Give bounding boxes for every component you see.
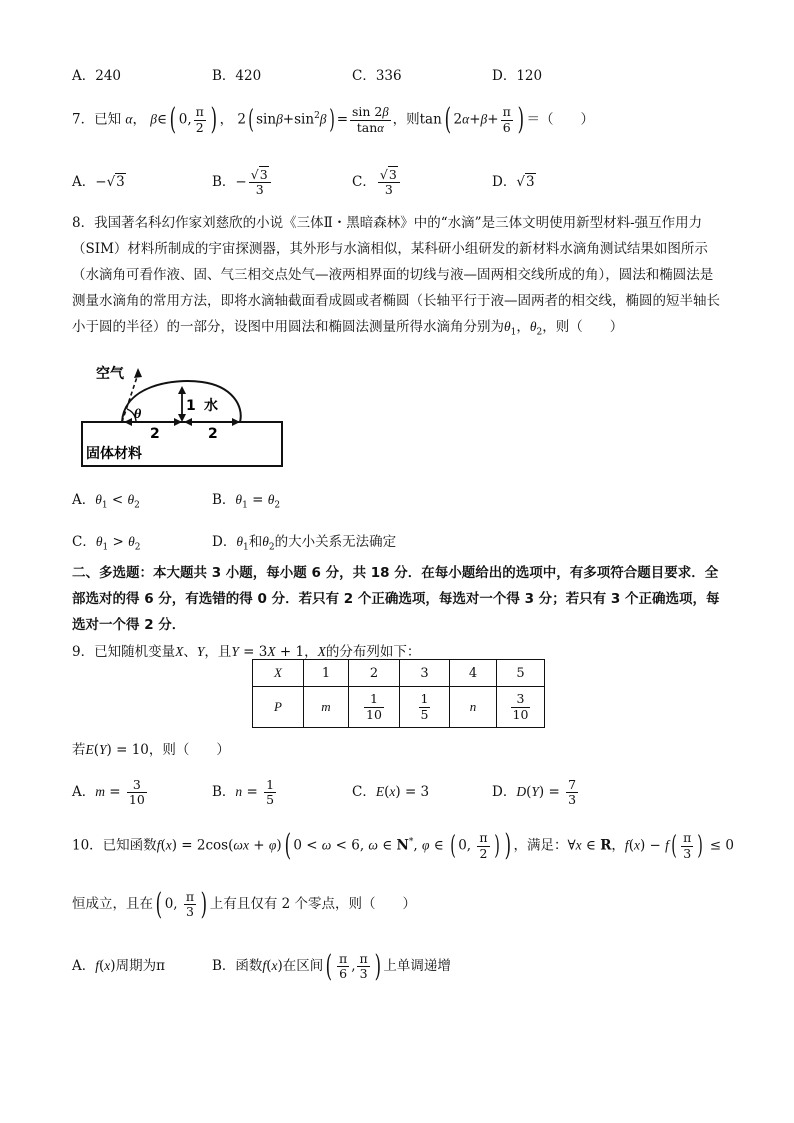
- q9-stem: 9．已知随机变量X、Y，且Y = 3X + 1，X的分布列如下：: [72, 644, 421, 660]
- table-cell: 1: [304, 660, 349, 687]
- table-cell: 3: [400, 660, 450, 687]
- table-cell: n: [450, 687, 497, 728]
- q9-option-a: A．m = $\frac{3}{10}$: [72, 776, 145, 807]
- theta-label: θ: [134, 407, 142, 422]
- table-row: [253, 660, 545, 687]
- q10-option-b: B．函数f(x)在区间( $\frac{\pi}{6}$ , $\frac{\pi}{3}$ ) 上单调递增: [212, 948, 451, 984]
- q7-option-d: D．√3: [492, 174, 535, 190]
- table-cell: $\frac{3}{10}$: [497, 687, 545, 728]
- q6-option-b: B．420: [212, 68, 262, 84]
- table-cell: P: [253, 687, 304, 728]
- q8-option-a: A．$\theta_1 < \theta_2$: [72, 492, 140, 511]
- q9-option-b: B．n = $\frac{1}{5}$: [212, 776, 275, 807]
- tangent-arrowhead: [134, 368, 142, 378]
- q9-option-c: C．E(x) = 3: [352, 784, 430, 800]
- q7-option-b: B．− $\frac{√3}{3}$: [212, 160, 273, 204]
- q9-option-d: D．D(Y) = $\frac{7}{3}$: [492, 776, 577, 807]
- q8-stem: 8．我国著名科幻作家刘慈欣的小说《三体Ⅱ・黑暗森林》中的“水滴”是三体文明使用新型材料-强互作用力（SIM）材料所制成的宇宙探测器，其外形与水滴相似，某科研小组研发的新材料水滴角测试结果如图所示（水滴角可看作液、固、气三相交点处气—液两相界面的切线与液—固两相交线所成的角），圆法和椭圆法是测量水滴角的常用方法，即将水滴轴截面看成圆或者椭圆（长轴平行于液—固两者的相交线，椭圆的短半轴长小于圆的半径）的一部分，设图中用圆法和椭圆法测量所得水滴角分别为$\theta_1$，$\theta_2$，则（ ）: [72, 215, 720, 338]
- q7-stem: 7．已知 α， β∈( 0, $\frac{\pi}{2}$ ) ， 2( $\sin\beta+\sin^2\beta$) = $\frac{\sin 2\beta}{\tan\alpha}$ ，则tan( 2α+β+ $\frac{\pi}{6}$ ) ＝（ ）: [72, 102, 594, 137]
- table-cell: 2: [349, 660, 400, 687]
- q10-stem: 10．已知函数f(x) = 2cos(ωx + φ)( 0 < ω < 6, ω ∈ N*, φ ∈ ( 0, $\frac{\pi}{2}$ ) ) ，满足：∀x ∈ R，f(x) − f( $\frac{\pi}{3}$ ) ≤ 0: [72, 828, 734, 863]
- left-length-label: 2: [150, 426, 160, 442]
- q10-line-2: 恒成立，且在( 0, $\frac{\pi}{3}$ ) 上有且仅有 2 个零点，则（ ）: [72, 886, 416, 922]
- q8-option-c: C．$\theta_1 > \theta_2$: [72, 534, 141, 553]
- table-cell: X: [253, 660, 304, 687]
- table-row: [253, 687, 545, 728]
- section-2-heading: 二、多选题：本大题共 3 小题，每小题 6 分，共 18 分．在每小题给出的选项中，有多项符合题目要求．全部选对的得 6 分，有选错的得 0 分．若只有 2 个正确选项，每选对一个得 3 分；若只有 3 个正确选项，每选对一个得 2 分．: [72, 565, 720, 633]
- q9-condition: 若E(Y) = 10，则（ ）: [72, 742, 230, 758]
- height-label: 1: [186, 398, 196, 414]
- table-cell: 4: [450, 660, 497, 687]
- table-cell: 5: [497, 660, 545, 687]
- q6-option-d: D．120: [492, 68, 543, 84]
- q6-option-c: C．336: [352, 68, 402, 84]
- table-cell: m: [304, 687, 349, 728]
- q7-option-a: A．−√3: [72, 174, 125, 190]
- water-label: 水: [204, 398, 218, 414]
- right-length-label: 2: [208, 426, 218, 442]
- q6-option-a: A．240: [72, 68, 122, 84]
- q10-option-a: A．f(x)周期为π: [72, 958, 165, 974]
- q7-option-c: C． $\frac{√3}{3}$: [352, 160, 402, 204]
- q8-option-b: B．$\theta_1 = \theta_2$: [212, 492, 281, 511]
- distribution-table: [252, 659, 545, 728]
- water-drop-figure: [72, 356, 292, 468]
- table-cell: $\frac{1}{5}$: [400, 687, 450, 728]
- q8-option-d: D．$\theta_1$和$\theta_2$的大小关系无法确定: [212, 534, 397, 553]
- solid-material-label: 固体材料: [86, 446, 142, 462]
- table-cell: $\frac{1}{10}$: [349, 687, 400, 728]
- air-label: 空气: [96, 366, 124, 382]
